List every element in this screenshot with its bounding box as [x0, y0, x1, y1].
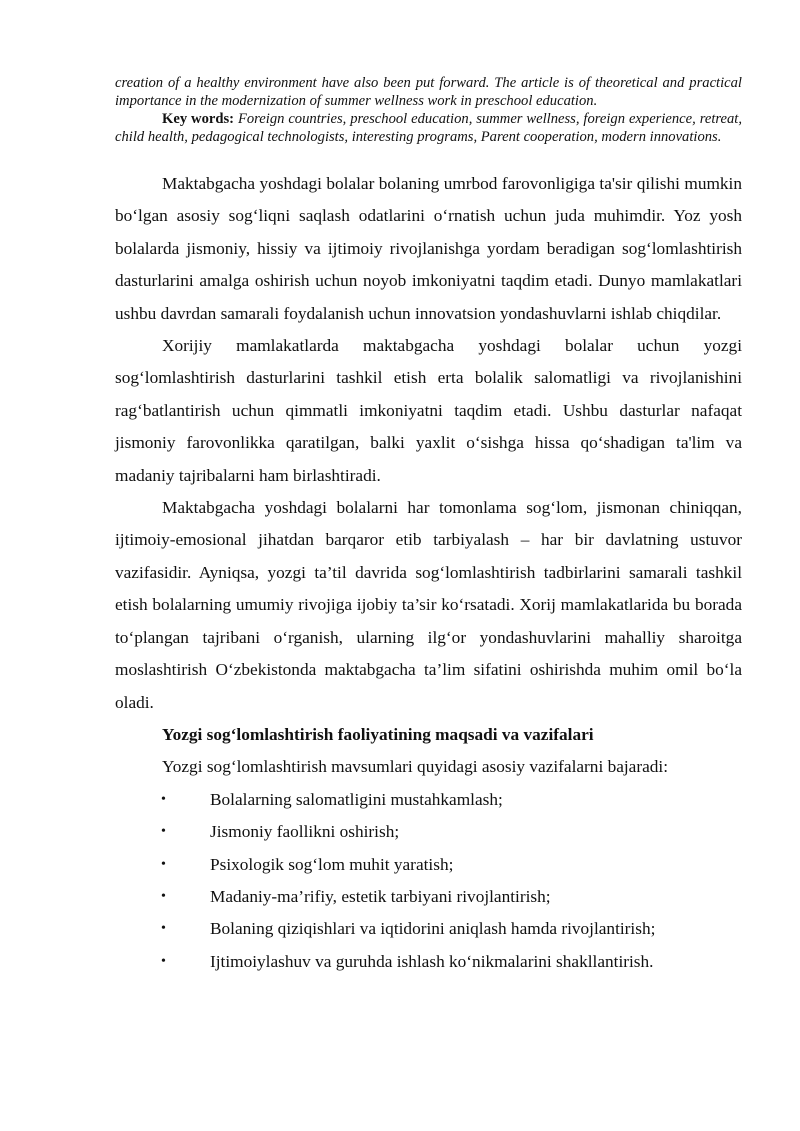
task-list [115, 784, 742, 978]
document-page [115, 74, 742, 978]
list-item-text: Ijtimoiylashuv va guruhda ishlash ko‘nikmalarini shakllantirish. [210, 951, 654, 971]
list-item-text: Madaniy-ma’rifiy, estetik tarbiyani rivojlantirish; [210, 886, 551, 906]
list-item-text: Psixologik sog‘lom muhit yaratish; [210, 854, 454, 874]
body-paragraph: Maktabgacha yoshdagi bolalarni har tomonlama sog‘lom, jismonan chiniqqan, ijtimoiy-emosional jihatdan barqaror etib tarbiyalash – har bir davlatning ustuvor vazifasidir. Ayniqsa, yozgi ta’til davrida sog‘lomlashtirish tadbirlarini samarali tashkil etish bolalarning umumiy rivojiga ijobiy ta’sir ko‘rsatadi. Xorij mamlakatlarida bu borada to‘plangan tajribani o‘rganish, ularning ilg‘or yondashuvlarini mahalliy sharoitga moslashtirish O‘zbekistonda maktabgacha ta’lim sifatini oshirishda muhim omil bo‘la oladi. [115, 498, 742, 712]
list-item [115, 913, 742, 945]
list-item [115, 881, 742, 913]
article-body [115, 168, 742, 978]
list-item-text: Jismoniy faollikni oshirish; [210, 822, 400, 842]
body-paragraph: Maktabgacha yoshdagi bolalar bolaning umrbod farovonligiga ta'sir qilishi mumkin bo‘lgan asosiy sog‘liqni saqlash odatlarini o‘rnatish uchun juda muhimdir. Yoz yosh bolalarda jismoniy, hissiy va ijtimoiy rivojlanishga yordam beradigan sog‘lomlashtirish dasturlarini amalga oshirish uchun noyob imkoniyatni taqdim etadi. Dunyo mamlakatlari ushbu davrdan samarali foydalanish uchun innovatsion yondashuvlarni ishlab chiqdilar. [115, 174, 742, 323]
section-lead: Yozgi sog‘lomlashtirish mavsumlari quyidagi asosiy vazifalarni bajaradi: [162, 757, 669, 777]
keywords-text: Foreign countries, preschool education, summer wellness, foreign experience, retreat, child health, pedagogical technologists, interesting programs, Parent cooperation, modern innovations. [115, 111, 742, 145]
list-item [115, 784, 742, 816]
list-item [115, 816, 742, 848]
list-item [115, 946, 742, 978]
section-heading: Yozgi sog‘lomlashtirish faoliyatining maqsadi va vazifalari [162, 724, 594, 744]
abstract-block [115, 74, 742, 146]
bullet-icon: • [161, 856, 166, 872]
list-item-text: Bolalarning salomatligini mustahkamlash; [210, 789, 503, 809]
bullet-icon: • [161, 921, 166, 937]
bullet-icon: • [161, 824, 166, 840]
abstract-text: creation of a healthy environment have also been put forward. The article is of theoretical and practical importance in the modernization of summer wellness work in preschool education. [115, 75, 742, 109]
keywords-line [115, 110, 742, 146]
body-paragraph: Xorijiy mamlakatlarda maktabgacha yoshdagi bolalar uchun yozgi sog‘lomlashtirish dasturlarini tashkil etish erta bolalik salomatligi va rivojlanishini rag‘batlantirish uchun qimmatli imkoniyatni taqdim etadi. Ushbu dasturlar nafaqat jismoniy farovonlikka qaratilgan, balki yaxlit o‘sishga hissa qo‘shadigan ta'lim va madaniy tajribalarni ham birlashtiradi. [115, 336, 742, 485]
list-item [115, 849, 742, 881]
bullet-icon: • [161, 791, 166, 807]
keywords-label: Key words: [162, 111, 235, 127]
bullet-icon: • [161, 888, 166, 904]
list-item-text: Bolaning qiziqishlari va iqtidorini aniqlash hamda rivojlantirish; [210, 919, 656, 939]
bullet-icon: • [161, 953, 166, 969]
